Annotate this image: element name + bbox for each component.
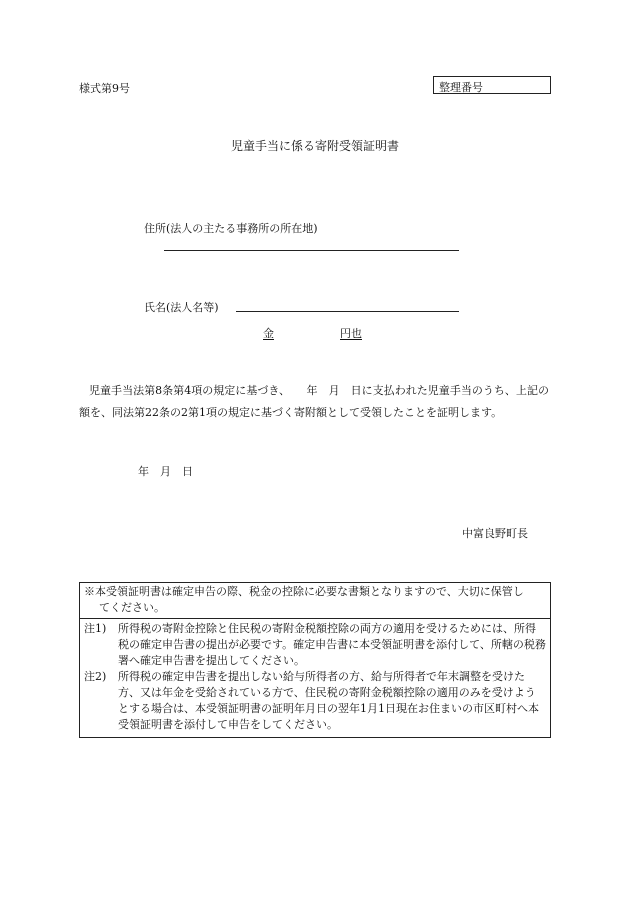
issuer-name: 中富良野町長 — [462, 527, 528, 540]
notice-main-line2: てください。 — [99, 601, 165, 614]
address-field-line[interactable] — [164, 250, 459, 251]
serial-number-label: 整理番号 — [439, 81, 483, 94]
note-text: 所得税の寄附金控除と住民税の寄附金税額控除の両方の適用を受けるためには、所得税の確定申告書の提出が必要です。確定申告書に本受領証明書を添付して、所轄の税務署へ確定申告書を提出してください。 — [118, 622, 546, 667]
note-item — [84, 621, 546, 669]
note-label: 注1) — [84, 622, 107, 635]
document-title: 児童手当に係る寄附受領証明書 — [230, 139, 399, 153]
amount-prefix: 金 — [263, 327, 274, 340]
note-text: 所得税の確定申告書を提出しない給与所得者の方、給与所得者で年末調整を受けた方、又は年金を受給されている方で、住民税の寄附金税額控除の適用のみを受けようとする場合は、本受領証明書の証明年月日の翌年1月1日現在お住まいの市区町村へ本受領証明書を添付して申告をしてください。 — [118, 670, 539, 731]
note-item — [84, 669, 546, 733]
amount-suffix: 円也 — [340, 327, 362, 340]
address-label: 住所(法人の主たる事務所の所在地) — [144, 222, 318, 235]
certification-body: 児童手当法第8条第4項の規定に基づき、 年 月 日に支払われた児童手当のうち、上記の額を、同法第22条の2第1項の規定に基づく寄附額として受領したことを証明します。 — [79, 384, 549, 419]
serial-number-box[interactable] — [433, 76, 551, 94]
notice-main — [80, 583, 550, 619]
notice-box — [79, 582, 551, 738]
name-field-line[interactable] — [236, 311, 459, 312]
note-label: 注2) — [84, 670, 107, 683]
amount-field[interactable] — [263, 325, 362, 341]
form-number: 様式第9号 — [79, 82, 130, 95]
name-label: 氏名(法人名等) — [144, 301, 219, 314]
issue-date: 年 月 日 — [138, 465, 193, 478]
notice-notes — [80, 619, 550, 737]
notice-main-line1: ※本受領証明書は確定申告の際、税金の控除に必要な書類となりますので、大切に保管し — [84, 585, 524, 598]
